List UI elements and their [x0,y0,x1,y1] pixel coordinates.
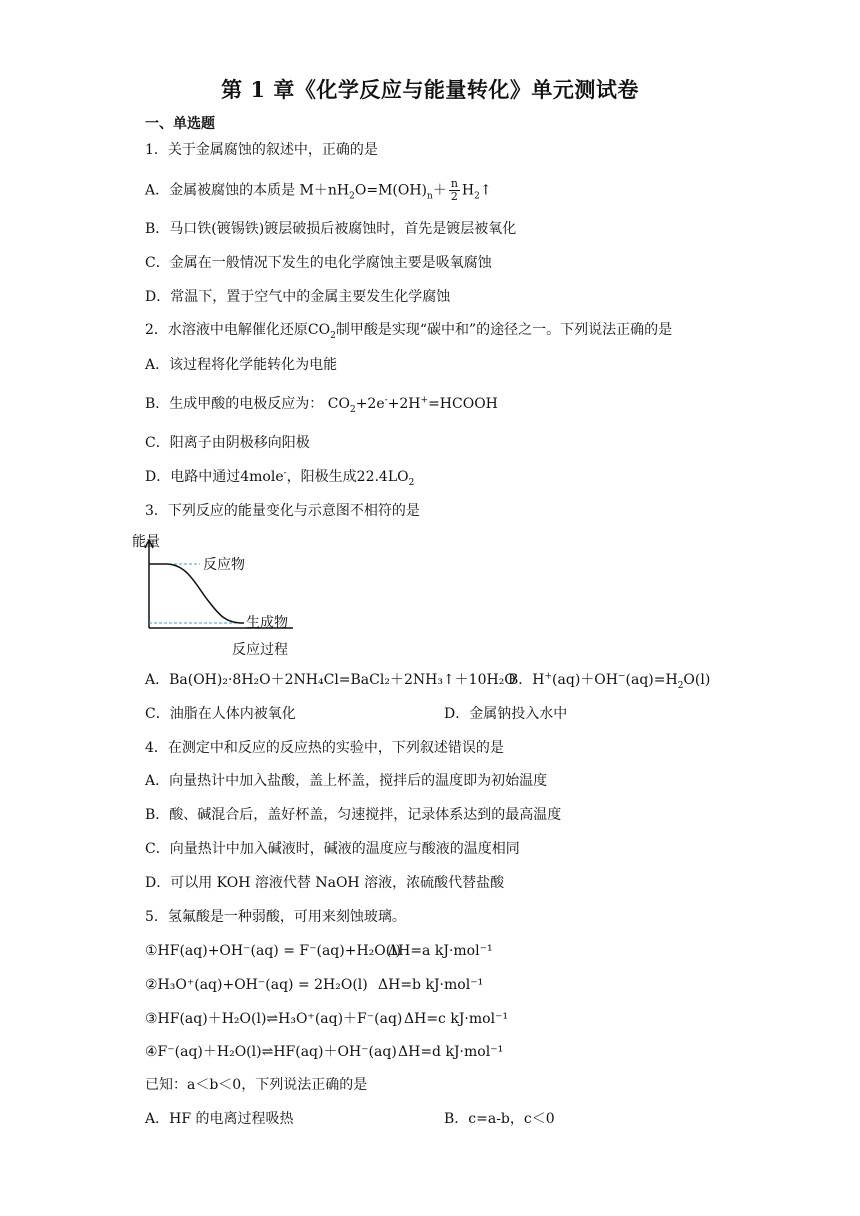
q3-stem: 3．下列反应的能量变化与示意图不相符的是 [145,503,420,519]
q1-a-fraction: $\frac{n}{2}$ [450,177,458,203]
q3-option-b: B．$H^+(aq)+OH^-(aq)=H_2O(l)$ [508,671,711,691]
q2-option-d: D．电路中通过4mole-，阳极生成$22.4LO_2$ [145,468,415,488]
q5-reaction-1: ①HF(aq)+OH⁻(aq) = F⁻(aq)+H₂O(l) [145,943,402,959]
diagram-ylabel: 能量 [132,534,160,550]
q5-known: 已知：a＜b＜0，下列说法正确的是 [145,1077,368,1093]
q5-reaction-1-dh: ΔH=a kJ·mol⁻¹ [388,943,493,959]
q1-a-mid: O=M(OH) [354,182,428,199]
q2-b-equation: $CO_2+2e^-+2H^+=HCOOH$ [327,395,498,415]
q2-d-charge: 4mole [240,469,284,485]
q2-option-c: C．阳离子由阴极移向阳极 [145,435,310,451]
q5-reaction-2-dh: ΔH=b kJ·mol⁻¹ [378,977,484,993]
q5-reaction-4-dh: ΔH=d kJ·mol⁻¹ [398,1044,504,1060]
energy-diagram [128,528,308,662]
q1-a-n: n [427,191,433,202]
q1-option-b: B．马口铁(镀锡铁)镀层破损后被腐蚀时，首先是镀层被氧化 [145,221,517,237]
q4-option-a: A．向量热计中加入盐酸，盖上杯盖，搅拌后的温度即为初始温度 [145,773,548,789]
q5-reaction-2: ②H₃O⁺(aq)+OH⁻(aq) = 2H₂O(l) [145,977,368,993]
q3-option-c: C．油脂在人体内被氧化 [145,706,296,722]
q3-option-d: D．金属钠投入水中 [444,706,568,722]
q5-stem: 5．氢氟酸是一种弱酸，可用来刻蚀玻璃。 [145,909,406,925]
diagram-product: 生成物 [246,615,288,631]
q4-stem: 4．在测定中和反应的反应热的实验中，下列叙述错误的是 [145,740,504,756]
q4-option-c: C．向量热计中加入碱液时，碱液的温度应与酸液的温度相同 [145,841,520,857]
q2-option-a: A．该过程将化学能转化为电能 [145,357,338,373]
diagram-xlabel: 反应过程 [232,642,288,658]
q4-option-b: B．酸、碱混合后，盖好杯盖，匀速搅拌，记录体系达到的最高温度 [145,807,562,823]
q3-option-a: A．Ba(OH)₂·8H₂O＋2NH₄Cl=BaCl₂＋2NH₃↑＋10H₂O [145,672,516,688]
section-heading: 一、单选题 [145,116,215,132]
q1-option-c: C．金属在一般情况下发生的电化学腐蚀主要是吸氧腐蚀 [145,255,492,271]
q1-a-text: A．金属被腐蚀的本质是 M＋nH [145,182,350,199]
page-title: 第 1 章《化学反应与能量转化》单元测试卷 [221,77,639,102]
q1-option-d: D．常温下，置于空气中的金属主要发生化学腐蚀 [145,289,451,305]
q1-a-arrow: ↑ [479,182,492,199]
q2-option-b: B．生成甲酸的电极反应为： $CO_2+2e^-+2H^+=HCOOH$ [145,395,498,415]
q5-reaction-3: ③HF(aq)＋H₂O(l)⇌H₃O⁺(aq)＋F⁻(aq) [145,1011,403,1027]
q1-a-h: H [461,182,475,199]
q2-d-volume: 22.4LO [356,469,409,485]
q1-a-plus: ＋ [432,182,447,199]
q5-option-b: B．c=a-b，c＜0 [444,1111,555,1127]
q5-reaction-4: ④F⁻(aq)＋H₂O(l)⇌HF(aq)＋OH⁻(aq) [145,1044,397,1060]
q2-stem: 2．水溶液中电解催化还原$CO_2$制甲酸是实现“碳中和”的途径之一。下列说法正确的是 [145,322,673,341]
q1-stem: 1．关于金属腐蚀的叙述中，正确的是 [145,142,378,158]
q2-co2: CO [307,322,331,338]
q1-option-a: A．金属被腐蚀的本质是 $M+nH_2O=M(OH)_n+$ $\frac{n}{2}$ $H_2↑$ [145,177,492,203]
q4-option-d: D．可以用 KOH 溶液代替 NaOH 溶液，浓硫酸代替盐酸 [145,875,505,891]
q5-option-a: A．HF 的电离过程吸热 [145,1111,294,1127]
q5-reaction-3-dh: ΔH=c kJ·mol⁻¹ [404,1011,509,1027]
diagram-reactant: 反应物 [203,557,245,573]
